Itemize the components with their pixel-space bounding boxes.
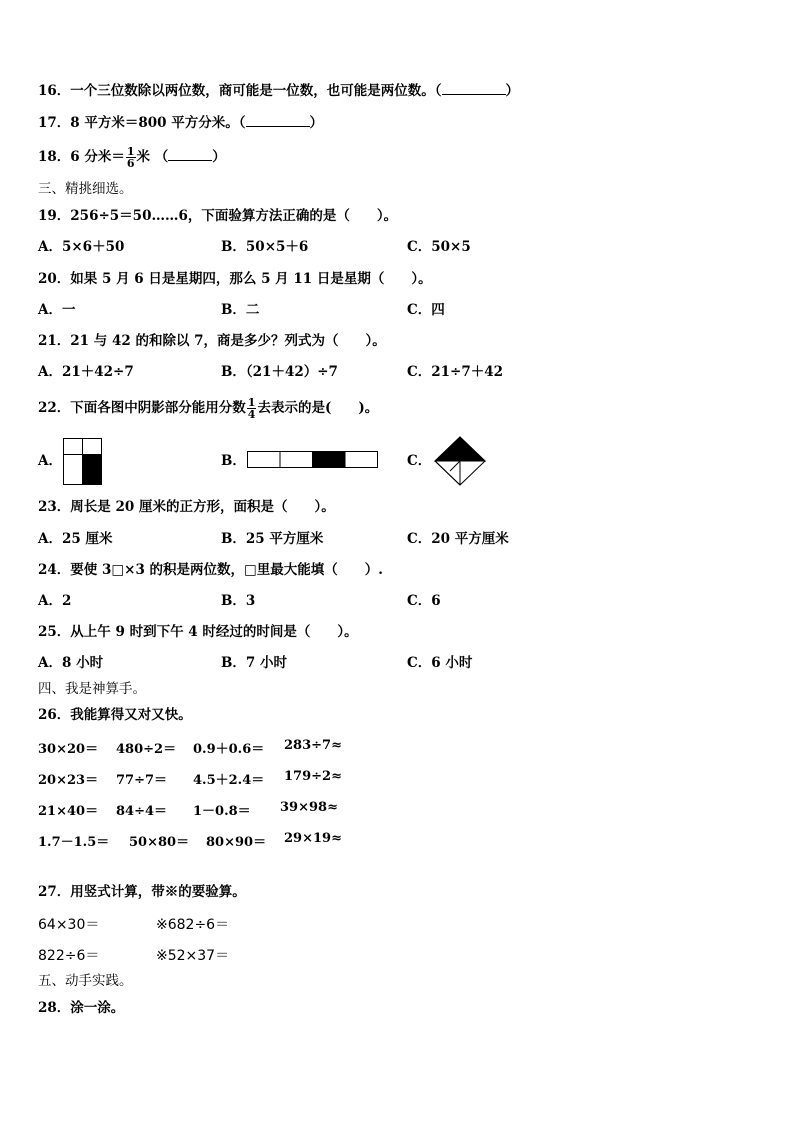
question-27-stem: 27．用竖式计算，带※的要验算。 bbox=[38, 884, 246, 900]
question-26-stem: 26．我能算得又对又快。 bbox=[38, 707, 192, 723]
question-22-post: 去表示的是( )。 bbox=[257, 400, 379, 416]
question-25-stem: 25．从上午 9 时到下午 4 时经过的时间是（ ）。 bbox=[38, 624, 358, 640]
vertical-calc-1[interactable]: 64×30＝ bbox=[38, 917, 100, 933]
option-25-c[interactable]: C．6 小时 bbox=[407, 655, 473, 671]
question-16-text: 16．一个三位数除以两位数，商可能是一位数，也可能是两位数。（ bbox=[38, 83, 442, 99]
calc-26-r3-c4[interactable]: 39×98≈ bbox=[280, 800, 338, 815]
option-20-c[interactable]: C．四 bbox=[407, 302, 445, 318]
cell-top-right bbox=[83, 439, 102, 455]
option-25-a[interactable]: A．8 小时 bbox=[38, 655, 104, 671]
calc-26-r4-c2[interactable]: 50×80＝ bbox=[129, 835, 190, 850]
calc-26-r4-c1[interactable]: 1.7－1.5＝ bbox=[38, 835, 110, 850]
option-19-c[interactable]: C．50×5 bbox=[407, 239, 471, 255]
figure-22-c-shaded-diamond[interactable] bbox=[434, 436, 486, 486]
option-25-b[interactable]: B．7 小时 bbox=[221, 655, 288, 671]
calc-26-r1-c2[interactable]: 480÷2＝ bbox=[116, 742, 177, 757]
calc-26-r2-c2[interactable]: 77÷7＝ bbox=[116, 773, 168, 788]
answer-blank-16[interactable] bbox=[442, 82, 506, 95]
vertical-calc-4[interactable]: ※52×37＝ bbox=[156, 948, 230, 964]
option-22-a[interactable]: A． bbox=[38, 453, 62, 469]
cell-bottom-left bbox=[64, 455, 83, 485]
vertical-calc-3[interactable]: 822÷6＝ bbox=[38, 948, 100, 964]
question-22-pre: 22．下面各图中阴影部分能用分数 bbox=[38, 400, 246, 416]
question-20-stem: 20．如果 5 月 6 日是星期四，那么 5 月 11 日是星期（ ）。 bbox=[38, 271, 432, 287]
question-18 bbox=[38, 146, 226, 169]
cell-top-left bbox=[64, 439, 83, 455]
answer-blank-18[interactable] bbox=[168, 148, 212, 161]
option-24-b[interactable]: B．3 bbox=[221, 593, 256, 609]
question-18-close: ） bbox=[212, 149, 226, 165]
calc-26-r1-c3[interactable]: 0.9＋0.6＝ bbox=[193, 742, 265, 757]
option-22-c[interactable]: C． bbox=[407, 453, 432, 469]
answer-blank-17[interactable] bbox=[246, 114, 310, 127]
question-19-stem: 19．256÷5＝50……6，下面验算方法正确的是（ ）。 bbox=[38, 208, 398, 224]
question-22-stem bbox=[38, 395, 378, 421]
fraction-numerator: 1 bbox=[247, 396, 256, 409]
cell-bottom-right-shaded bbox=[83, 455, 102, 485]
question-17-close: ） bbox=[309, 115, 324, 131]
calc-26-r3-c2[interactable]: 84÷4＝ bbox=[116, 804, 168, 819]
question-18-post: 米 （ bbox=[136, 149, 169, 165]
question-16 bbox=[38, 82, 519, 100]
figure-22-a-shaded-rectangle[interactable] bbox=[63, 438, 103, 486]
question-28-stem: 28．涂一涂。 bbox=[38, 1000, 125, 1016]
strip-cell-3-shaded bbox=[313, 452, 346, 468]
option-23-a[interactable]: A．25 厘米 bbox=[38, 531, 113, 547]
strip-cell-2 bbox=[280, 452, 313, 468]
option-20-a[interactable]: A．一 bbox=[38, 302, 76, 318]
question-18-pre: 18．6 分米＝ bbox=[38, 149, 125, 165]
option-20-b[interactable]: B．二 bbox=[221, 302, 260, 318]
fraction-denominator: 6 bbox=[126, 157, 135, 170]
option-24-a[interactable]: A．2 bbox=[38, 593, 72, 609]
calc-26-r3-c1[interactable]: 21×40＝ bbox=[38, 804, 99, 819]
fraction-numerator: 1 bbox=[126, 145, 135, 158]
question-16-close: ） bbox=[505, 83, 520, 99]
calc-26-r2-c4[interactable]: 179÷2≈ bbox=[284, 769, 342, 784]
question-21-stem: 21．21 与 42 的和除以 7，商是多少？列式为（ ）。 bbox=[38, 333, 386, 349]
strip-cell-1 bbox=[248, 452, 281, 468]
option-21-a[interactable]: A．21＋42÷7 bbox=[38, 364, 134, 380]
fraction-one-sixth bbox=[126, 146, 136, 169]
vertical-calc-2[interactable]: ※682÷6＝ bbox=[156, 917, 230, 933]
calc-26-r2-c3[interactable]: 4.5＋2.4＝ bbox=[193, 773, 265, 788]
question-24-stem: 24．要使 3□×3 的积是两位数，□里最大能填（ ）. bbox=[38, 562, 383, 578]
question-17-text: 17．8 平方米＝800 平方分米。（ bbox=[38, 115, 246, 131]
figure-22-b-shaded-strip[interactable] bbox=[247, 451, 379, 469]
calc-26-r1-c1[interactable]: 30×20＝ bbox=[38, 742, 99, 757]
strip-cell-4 bbox=[345, 452, 378, 468]
option-19-b[interactable]: B．50×5＋6 bbox=[221, 239, 309, 255]
question-17 bbox=[38, 114, 323, 132]
fraction-denominator: 4 bbox=[247, 408, 256, 421]
calc-26-r4-c4[interactable]: 29×19≈ bbox=[284, 831, 342, 846]
option-21-c[interactable]: C．21÷7＋42 bbox=[407, 364, 504, 380]
option-23-b[interactable]: B．25 平方厘米 bbox=[221, 531, 324, 547]
option-24-c[interactable]: C．6 bbox=[407, 593, 441, 609]
section-4-heading: 四、我是神算手。 bbox=[38, 681, 146, 697]
fraction-one-quarter bbox=[247, 397, 257, 420]
calc-26-r2-c1[interactable]: 20×23＝ bbox=[38, 773, 99, 788]
option-22-b[interactable]: B． bbox=[221, 453, 246, 469]
calc-26-r1-c4[interactable]: 283÷7≈ bbox=[284, 738, 342, 753]
section-3-heading: 三、精挑细选。 bbox=[38, 181, 133, 197]
question-23-stem: 23．周长是 20 厘米的正方形，面积是（ ）。 bbox=[38, 499, 335, 515]
section-5-heading: 五、动手实践。 bbox=[38, 973, 133, 989]
option-21-b[interactable]: B．（21＋42）÷7 bbox=[221, 364, 338, 380]
option-19-a[interactable]: A．5×6＋50 bbox=[38, 239, 125, 255]
calc-26-r3-c3[interactable]: 1－0.8＝ bbox=[193, 804, 251, 819]
calc-26-r4-c3[interactable]: 80×90＝ bbox=[206, 835, 267, 850]
option-23-c[interactable]: C．20 平方厘米 bbox=[407, 531, 509, 547]
